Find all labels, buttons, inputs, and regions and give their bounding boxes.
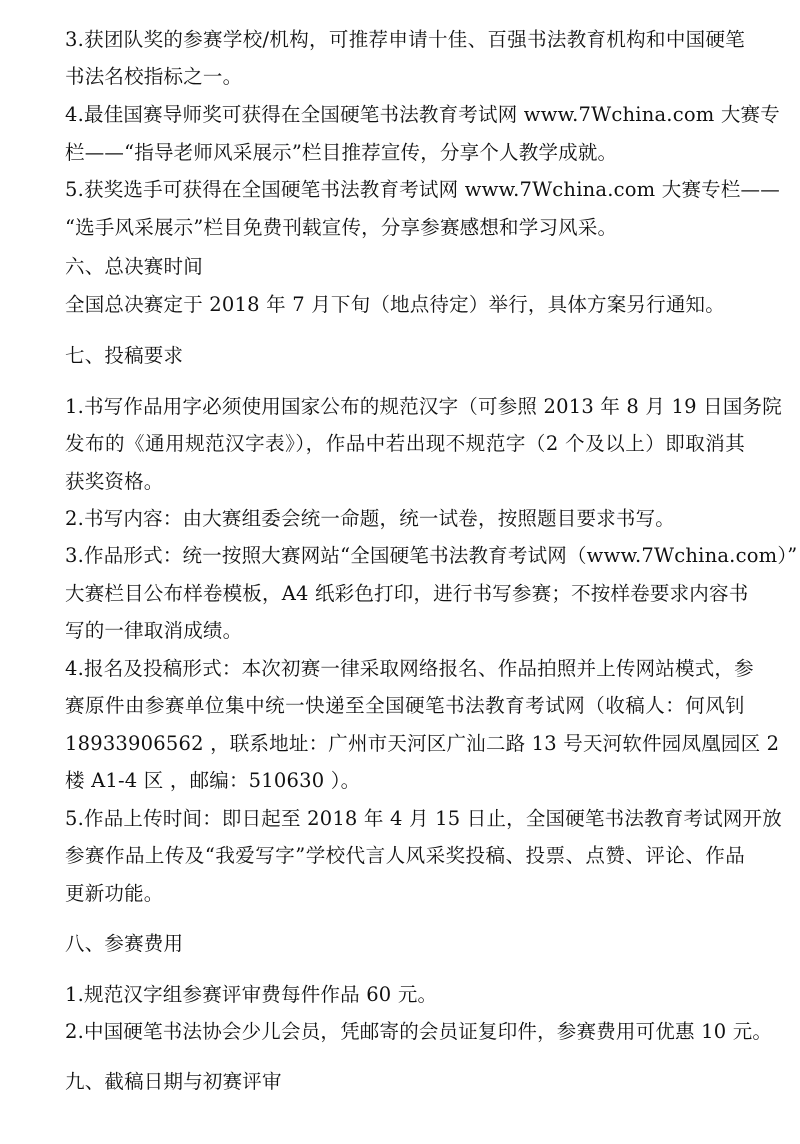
text-line: 4.报名及投稿形式：本次初赛一律采取网络报名、作品拍照并上传网站模式，参 (65, 657, 754, 680)
text-line: 4.最佳国赛导师奖可获得在全国硬笔书法教育考试网 www.7Wchina.com 大赛专 (65, 103, 780, 126)
text-line: 3.作品形式：统一按照大赛网站“全国硬笔书法教育考试网（www.7Wchina.com）” (65, 544, 798, 567)
section-heading: 七、投稿要求 (65, 344, 184, 367)
text-line: 全国总决赛定于 2018 年 7 月下旬（地点待定）举行，具体方案另行通知。 (65, 293, 725, 316)
section-heading: 九、截稿日期与初赛评审 (65, 1070, 282, 1093)
text-line: 栏——“指导老师风采展示”栏目推荐宣传，分享个人教学成就。 (65, 141, 618, 164)
text-line: 楼 A1-4 区 ，邮编：510630 ）。 (65, 769, 361, 792)
text-line: 书法名校指标之一。 (65, 65, 243, 88)
text-line: 更新功能。 (65, 882, 164, 905)
text-line: 写的一律取消成绩。 (65, 619, 243, 642)
text-line: 3.获团队奖的参赛学校/机构，可推荐申请十佳、百强书法教育机构和中国硬笔 (65, 28, 745, 51)
text-line: 参赛作品上传及“我爱写字”学校代言人风采奖投稿、投票、点赞、评论、作品 (65, 844, 745, 867)
text-line: 2.中国硬笔书法协会少儿会员，凭邮寄的会员证复印件，参赛费用可优惠 10 元。 (65, 1020, 773, 1043)
text-line: “选手风采展示”栏目免费刊载宣传，分享参赛感想和学习风采。 (65, 216, 618, 239)
text-line: 5.作品上传时间：即日起至 2018 年 4 月 15 日止，全国硬笔书法教育考试网开放 (65, 807, 782, 830)
section-heading: 八、参赛费用 (65, 932, 184, 955)
text-line: 发布的《通用规范汉字表》），作品中若出现不规范字（2 个及以上）即取消其 (65, 432, 745, 455)
section-heading: 六、总决赛时间 (65, 255, 203, 278)
text-line: 5.获奖选手可获得在全国硬笔书法教育考试网 www.7Wchina.com 大赛专栏—— (65, 178, 780, 201)
text-line: 1.规范汉字组参赛评审费每件作品 60 元。 (65, 983, 438, 1006)
text-line: 获奖资格。 (65, 470, 164, 493)
text-line: 赛原件由参赛单位集中统一快递至全国硬笔书法教育考试网（收稿人：何风钊 (65, 694, 745, 717)
text-line: 2.书写内容：由大赛组委会统一命题，统一试卷，按照题目要求书写。 (65, 507, 676, 530)
text-line: 大赛栏目公布样卷模板，A4 纸彩色打印，进行书写参赛；不按样卷要求内容书 (65, 582, 749, 605)
text-line: 18933906562 ，联系地址：广州市天河区广汕二路 13 号天河软件园凤凰园区 2 (65, 732, 780, 755)
text-line: 1.书写作品用字必须使用国家公布的规范汉字（可参照 2013 年 8 月 19 日国务院 (65, 395, 782, 418)
